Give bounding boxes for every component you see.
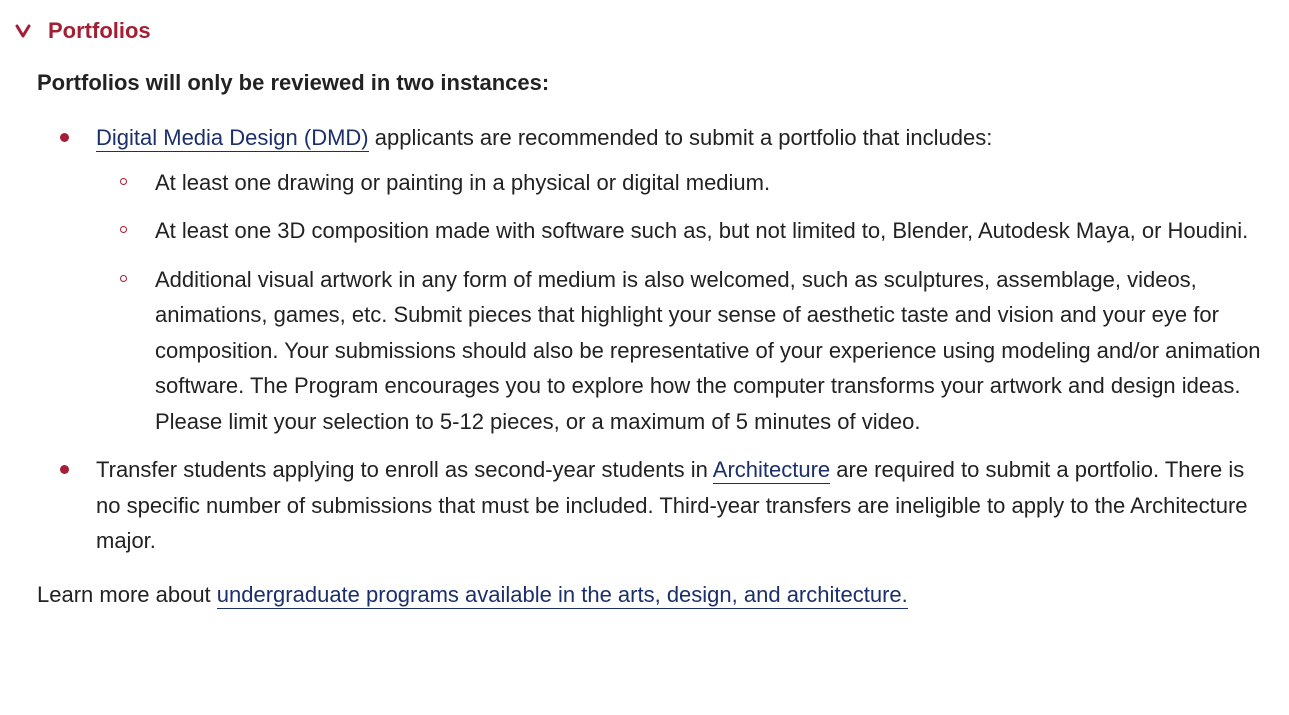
architecture-item-suffix: are required to submit a portfolio. There is no specific number of submissions that must be included. Third-year transfers are ineligible to apply to the Architecture major. xyxy=(96,457,1248,553)
accordion-toggle-portfolios[interactable] xyxy=(15,14,151,48)
accordion-content xyxy=(37,66,1267,634)
list-item-architecture xyxy=(37,452,1267,559)
architecture-item-prefix: Transfer students applying to enroll as second-year students in xyxy=(96,457,713,482)
sub-list-item: At least one drawing or painting in a physical or digital medium. xyxy=(96,165,1267,201)
architecture-link[interactable]: Architecture xyxy=(712,457,831,482)
portfolio-instances-list xyxy=(37,120,1267,559)
section-intro: Portfolios will only be reviewed in two instances: xyxy=(37,70,550,95)
learn-more-line xyxy=(37,578,1267,612)
dmd-link[interactable]: Digital Media Design (DMD) xyxy=(96,125,369,150)
dmd-requirements-list xyxy=(96,165,1267,440)
accordion-title: Portfolios xyxy=(48,18,151,43)
list-item-dmd xyxy=(37,120,1267,439)
learn-more-prefix: Learn more about xyxy=(37,581,217,607)
chevron-down-icon xyxy=(15,14,31,48)
sub-list-item: Additional visual artwork in any form of medium is also welcomed, such as sculptures, assemblage, videos, animations, games, etc. Submit pieces that highlight your sense of aesthetic taste and vision and your eye for composition. Your submissions should also be representative of your experience using modeling and/or animation software. The Program encourages you to explore how the computer transforms your artwork and design ideas. Please limit your selection to 5-12 pieces, or a maximum of 5 minutes of video. xyxy=(96,262,1267,440)
sub-list-item: At least one 3D composition made with software such as, but not limited to, Blender, Autodesk Maya, or Houdini. xyxy=(96,213,1267,249)
undergraduate-programs-link[interactable]: undergraduate programs available in the arts, design, and architecture. xyxy=(216,581,908,607)
dmd-item-text: applicants are recommended to submit a portfolio that includes: xyxy=(368,125,993,150)
